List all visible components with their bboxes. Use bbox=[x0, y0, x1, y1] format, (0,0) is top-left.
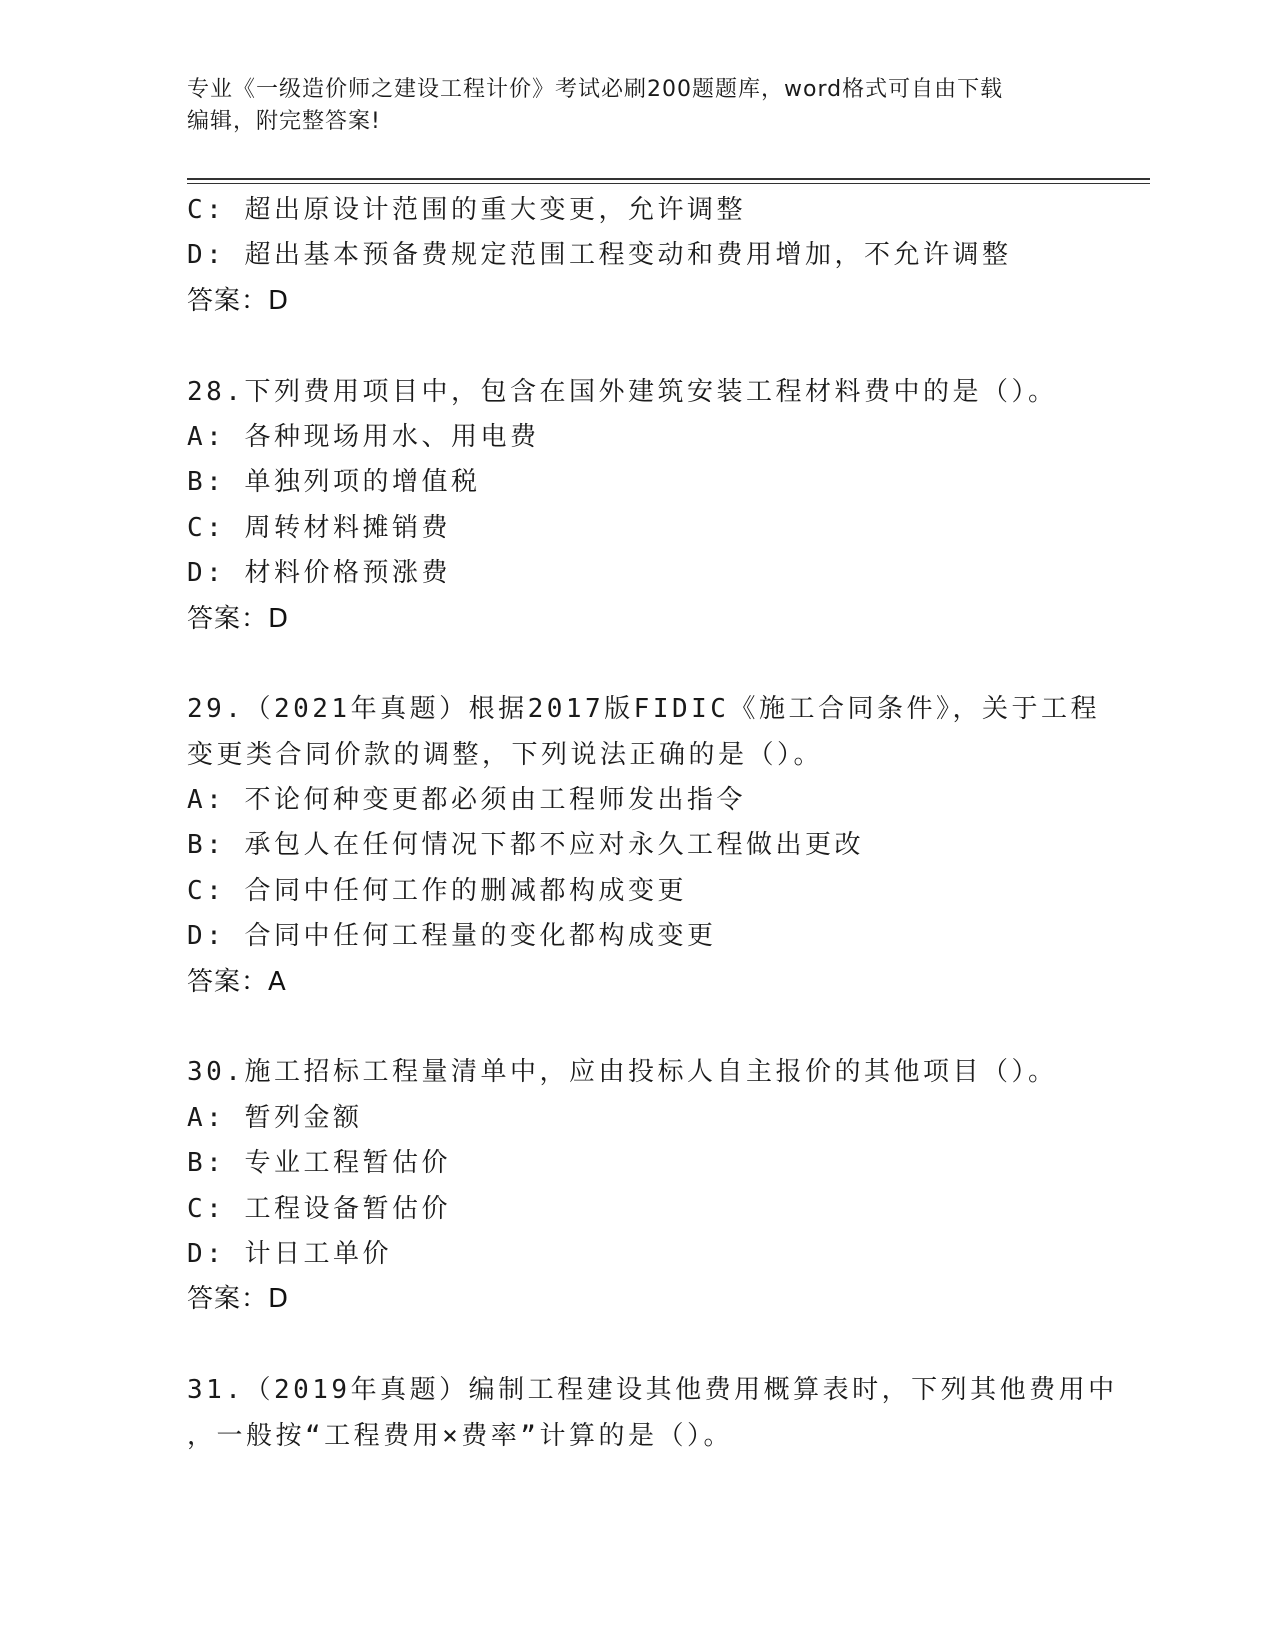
header-divider-thick bbox=[187, 178, 1150, 180]
question-list bbox=[187, 188, 1147, 1459]
document-header bbox=[187, 74, 1087, 138]
answer: 答案：D bbox=[187, 1284, 290, 1315]
option-d: D: 计日工单价 bbox=[187, 1238, 392, 1269]
question-stem-line-1: 29.（2021年真题）根据2017版FIDIC《施工合同条件》，关于工程 bbox=[187, 694, 1100, 725]
option-b: B: 承包人在任何情况下都不应对永久工程做出更改 bbox=[187, 830, 864, 861]
option-c: C: 工程设备暂估价 bbox=[187, 1193, 451, 1224]
question-28 bbox=[187, 370, 1147, 642]
answer: 答案：D bbox=[187, 603, 290, 634]
question-27-tail bbox=[187, 188, 1147, 324]
spacer bbox=[187, 642, 1147, 687]
spacer bbox=[187, 324, 1147, 369]
answer: 答案：D bbox=[187, 285, 290, 316]
option-d: D: 材料价格预涨费 bbox=[187, 558, 451, 589]
question-stem-line-2: 变更类合同价款的调整，下列说法正确的是（）。 bbox=[187, 739, 824, 770]
option-a: A: 各种现场用水、用电费 bbox=[187, 421, 540, 452]
answer: 答案：A bbox=[187, 966, 287, 997]
question-stem-line-1: 31.（2019年真题）编制工程建设其他费用概算表时，下列其他费用中 bbox=[187, 1375, 1118, 1406]
question-31 bbox=[187, 1368, 1147, 1459]
option-b: B: 单独列项的增值税 bbox=[187, 467, 481, 498]
option-b: B: 专业工程暂估价 bbox=[187, 1148, 451, 1179]
spacer bbox=[187, 1005, 1147, 1050]
question-stem: 28.下列费用项目中，包含在国外建筑安装工程材料费中的是（）。 bbox=[187, 376, 1058, 407]
option-a: A: 不论何种变更都必须由工程师发出指令 bbox=[187, 785, 746, 816]
option-d: D: 合同中任何工程量的变化都构成变更 bbox=[187, 921, 717, 952]
header-divider-thin bbox=[187, 183, 1150, 184]
spacer bbox=[187, 1323, 1147, 1368]
header-title-line-1: 专业《一级造价师之建设工程计价》考试必刷200题题库，word格式可自由下载 bbox=[187, 77, 1004, 102]
option-c: C: 超出原设计范围的重大变更，允许调整 bbox=[187, 195, 746, 225]
option-d: D: 超出基本预备费规定范围工程变动和费用增加，不允许调整 bbox=[187, 240, 1012, 271]
question-stem-line-2: ，一般按“工程费用×费率”计算的是（）。 bbox=[187, 1420, 733, 1451]
question-30 bbox=[187, 1050, 1147, 1322]
option-c: C: 合同中任何工作的删减都构成变更 bbox=[187, 875, 687, 906]
option-c: C: 周转材料摊销费 bbox=[187, 512, 451, 543]
question-stem: 30.施工招标工程量清单中，应由投标人自主报价的其他项目（）。 bbox=[187, 1057, 1058, 1088]
header-title-line-2: 编辑，附完整答案! bbox=[187, 109, 381, 134]
option-a: A: 暂列金额 bbox=[187, 1102, 363, 1133]
question-29 bbox=[187, 687, 1147, 1005]
